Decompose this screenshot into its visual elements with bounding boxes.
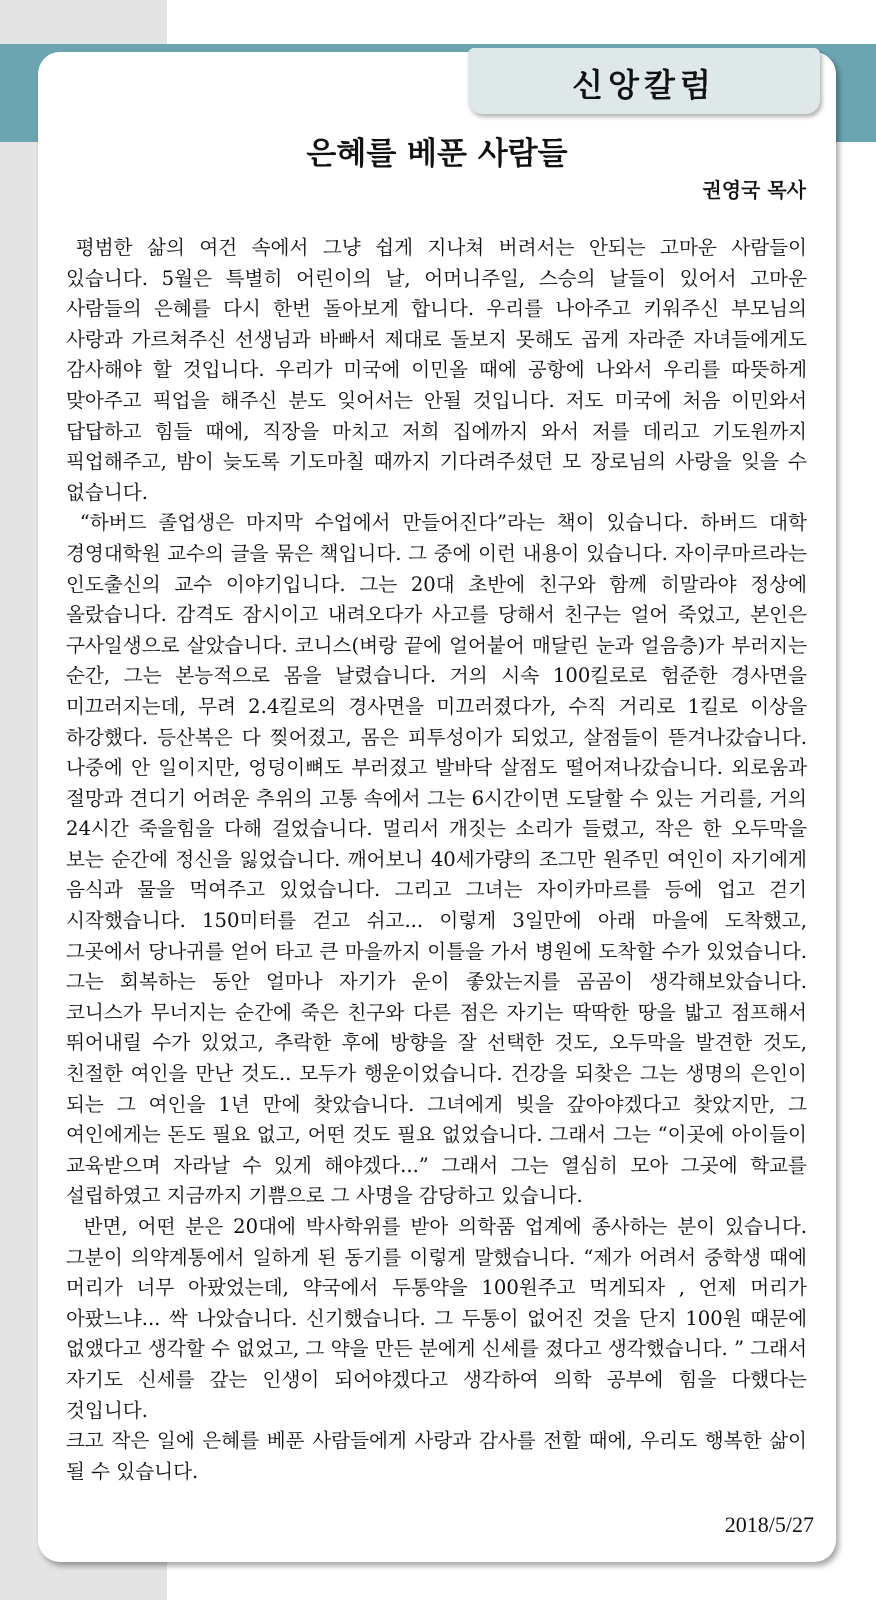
paragraph-2: “하버드 졸업생은 마지막 수업에서 만들어진다”라는 책이 있습니다. 하버드 대학 경영대학원 교수의 글을 묶은 책입니다. 그 중에 이런 내용이 있습니다. 자이쿠마르라는 인도출신의 교수 이야기입니다. 그는 20대 초반에 친구와 함께 히말라야 정상에 올랐습니다. 감격도 잠시이고 내려오다가 사고를 당해서 친구는 얼어 죽었고, 본인은 구사일생으로 살았습니다. 코니스(벼랑 끝에 얼어붙어 매달린 눈과 얼음층)가 부러지는 순간, 그는 본능적으로 몸을 날렸습니다. 거의 시속 100킬로로 험준한 경사면을 미끄러지는데, 무려 2.4킬로의 경사면을 미끄러졌다가, 수직 거리로 1킬로 이상을 하강했다. 등산복은 다 찢어졌고, 몸은 피투성이가 되었고, 살점들이 뜯겨나갔습니다. 나중에 안 일이지만, 엉덩이뼈도 부러졌고 발바닥 살점도 떨어져나갔습니다. 외로움과 절망과 견디기 어려운 추위의 고통 속에서 그는 6시간이면 도달할 수 있는 거리를, 거의 24시간 죽을힘을 다해 걸었습니다. 멀리서 개짓는 소리가 들렸고, 작은 한 오두막을 보는 순간에 정신을 잃었습니다. 깨어보니 40세가량의 조그만 원주민 여인이 자기에게 음식과 물을 먹여주고 있었습니다. 그리고 그녀는 자이카마르를 등에 업고 걷기 시작했습니다. 150미터를 걷고 쉬고... 이렇게 3일만에 아래 마을에 도착했고, 그곳에서 당나귀를 얻어 타고 큰 마을까지 이틀을 가서 병원에 도착할 수가 있었습니다. 그는 회복하는 동안 얼마나 자기가 운이 좋았는지를 곰곰이 생각해보았습니다. 코니스가 무너지는 순간에 죽은 친구와 다른 점은 자기는 딱딱한 땅을 밟고 점프해서 뛰어내릴 수가 있었고, 추락한 후에 방향을 잘 선택한 것도, 오두막을 발견한 것도, 친절한 여인을 만난 것도.. 모두가 행운이었습니다. 건강을 되찾은 그는 생명의 은인이 되는 그 여인을 1년 만에 찾았습니다. 그녀에게 빚을 갚아야겠다고 찾았지만, 그 여인에게는 돈도 필요 없고, 어떤 것도 필요 없었습니다. 그래서 그는 “이곳에 아이들이 교육받으며 자라날 수 있게 해야겠다...” 그래서 그는 열심히 모아 그곳에 학교를 설립하였고 지금까지 기쁨으로 그 사명을 감당하고 있습니다.: [66, 511, 808, 1208]
column-label: 신앙칼럼: [572, 66, 716, 104]
article-author: 권영국 목사: [702, 178, 806, 202]
article-body: [66, 233, 807, 1487]
article-title: 은혜를 베푼 사람들: [306, 136, 568, 172]
paragraph-3: 반면, 어떤 분은 20대에 박사학위를 받아 의학품 업계에 종사하는 분이 있습니다. 그분이 의약계통에서 일하게 된 동기를 이렇게 말했습니다. “제가 어려서 중학생 때에 머리가 너무 아팠었는데, 약국에서 두통약을 100원주고 먹게되자 , 언제 머리가 아팠느냐... 싹 나았습니다. 신기했습니다. 그 두통이 없어진 것을 단지 100원 때문에 없앴다고 생각할 수 없었고, 그 약을 만든 분에게 신세를 졌다고 생각했습니다. ” 그래서 자기도 신세를 갚는 인생이 되어야겠다고 생각하여 의학 공부에 힘을 다했다는 것입니다.: [66, 1215, 807, 1422]
article-date: 2018/5/27: [724, 1512, 814, 1537]
column-label-tab: [468, 48, 820, 114]
paragraph-4: 크고 작은 일에 은혜를 베푼 사람들에게 사랑과 감사를 전할 때에, 우리도 행복한 삶이 될 수 있습니다.: [66, 1429, 807, 1483]
paragraph-1: 평범한 삶의 여건 속에서 그냥 쉽게 지나쳐 버려서는 안되는 고마운 사람들이 있습니다. 5월은 특별히 어린이의 날, 어머니주일, 스승의 날들이 있어서 고마운 사람들의 은혜를 다시 한번 돌아보게 합니다. 우리를 나아주고 키워주신 부모님의 사랑과 가르쳐주신 선생님과 바빠서 제대로 돌보지 못해도 곱게 자라준 자녀들에게도 감사해야 할 것입니다. 우리가 미국에 이민올 때에 공항에 나와서 우리를 따뜻하게 맞아주고 픽업을 해주신 분도 잊어서는 안될 것입니다. 저도 미국에 처음 이민와서 답답하고 힘들 때에, 직장을 마치고 저희 집에까지 와서 저를 데리고 기도원까지 픽업해주고, 밤이 늦도록 기도마칠 때까지 기다려주셨던 모 장로님의 사랑을 잊을 수 없습니다.: [66, 236, 807, 504]
